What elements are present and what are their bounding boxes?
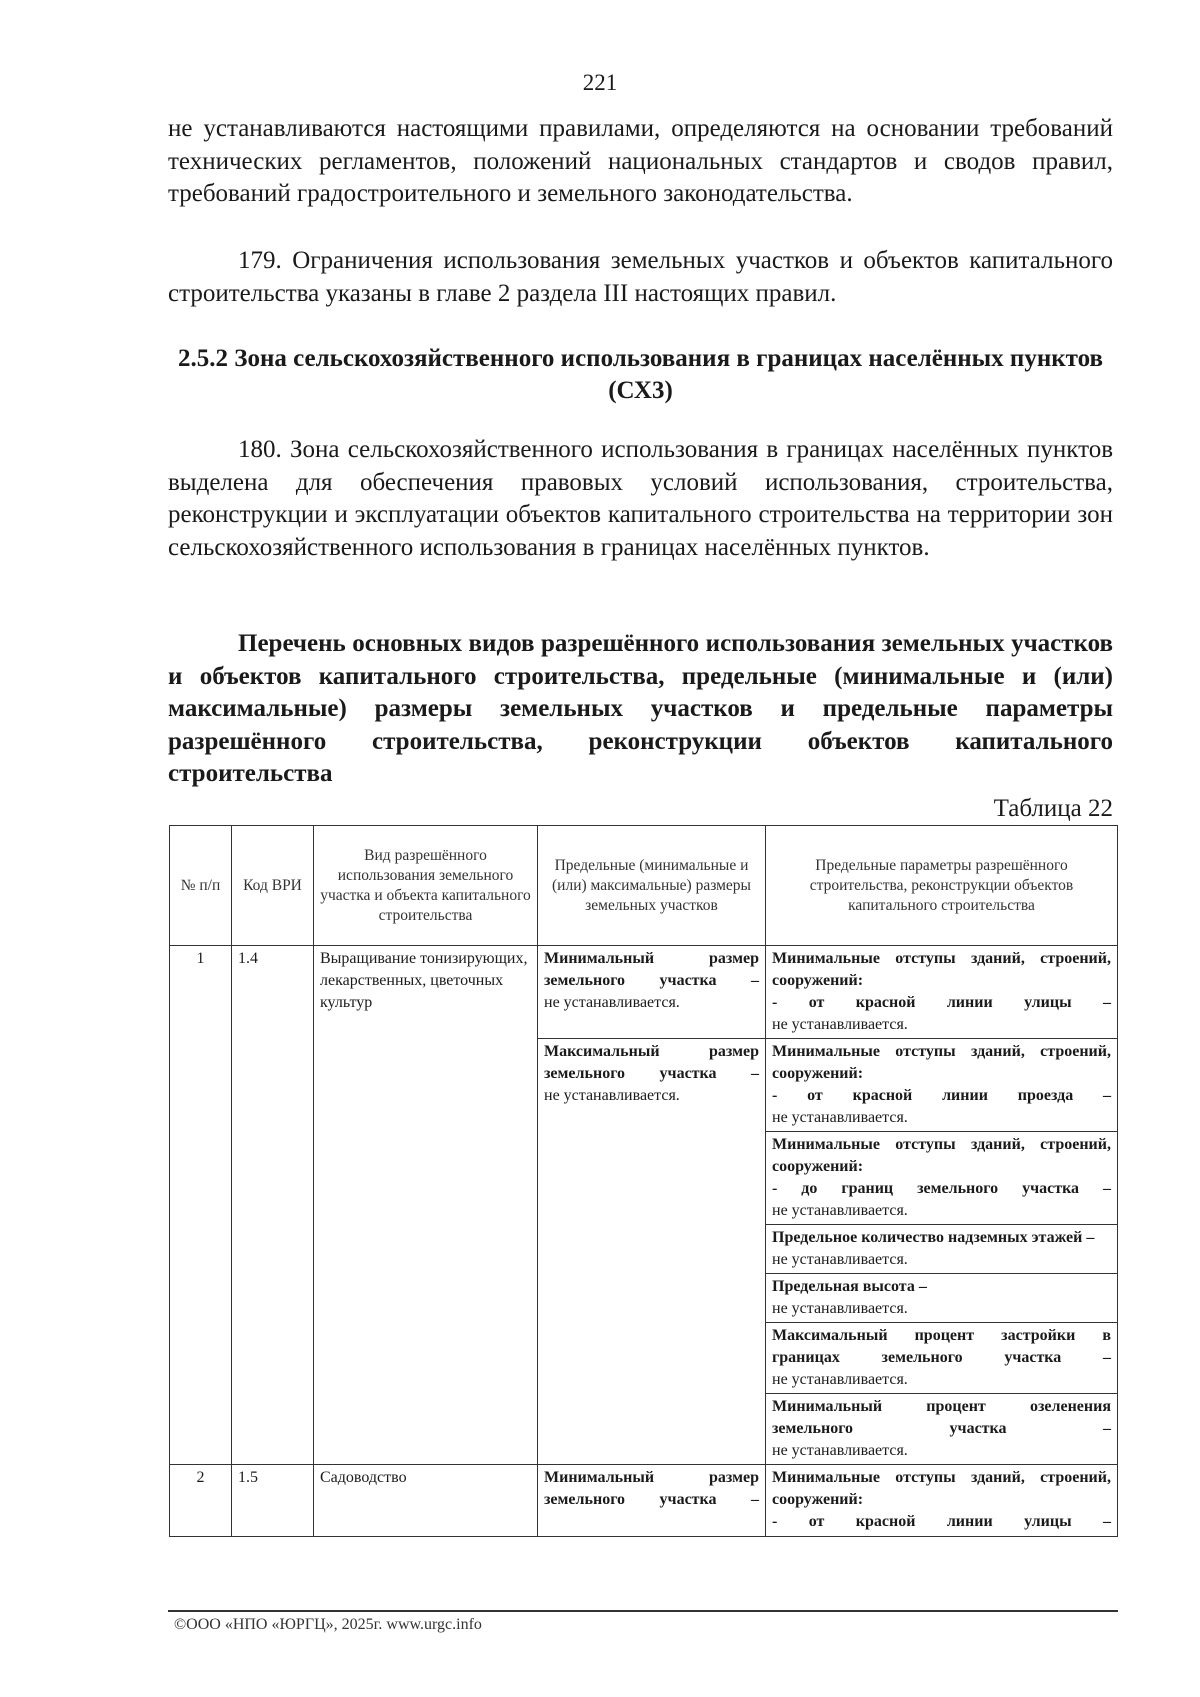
section-heading: 2.5.2 Зона сельскохозяйственного использования в границах населённых пунктов (СХ3) [178,345,1103,404]
param-value: не устанавливается. [772,1016,908,1033]
size-cell [538,946,766,1039]
param-cell [766,1039,1118,1132]
paragraph-180: 180. Зона сельскохозяйственного использования в границах населённых пунктов выделена для обеспечения правовых условий использования, строительства, реконструкции и эксплуатации объектов капитального строительства на территории зон сельскохозяйственного использования в границах населённых пунктов. [168,436,1113,561]
table-header-row [170,826,1118,946]
param-cell [766,1274,1118,1323]
header-params: Предельные параметры разрешённого строительства, реконструкции объектов капитального строительства [766,826,1118,946]
param-detail: - до границ земельного участка – [772,1180,1111,1197]
table-row [170,1465,1118,1537]
table-row [170,946,1118,1039]
param-value: не устанавливается. [772,1251,908,1268]
row-code: 1.5 [232,1465,314,1537]
paragraph-179: 179. Ограничения использования земельных участков и объектов капитального строительства указаны в главе 2 раздела III настоящих правил. [168,247,1113,307]
param-value: не устанавливается. [772,1202,908,1219]
param-value: не устанавливается. [772,1371,908,1388]
page-number: 221 [582,70,618,95]
paragraph-continuation: не устанавливаются настоящими правилами, определяются на основании требований технических регламентов, положений национальных стандартов и сводов правил, требований градостроительного и земельного законодательства. [168,115,1113,207]
param-label: Максимальный процент застройки в границах земельного участка – [772,1327,1111,1366]
row-use: Садоводство [314,1465,538,1537]
size-cell [538,1465,766,1537]
footer-divider [168,1610,1118,1612]
row-code: 1.4 [232,946,314,1465]
size-value: не устанавливается. [544,994,680,1011]
param-label: Минимальные отступы зданий, строений, сооружений: [772,950,1111,989]
param-detail: - от красной линии проезда – [772,1087,1111,1104]
param-cell [766,1132,1118,1225]
size-label: Минимальный размер земельного участка – [544,1469,759,1508]
row-num: 2 [170,1465,232,1537]
param-cell [766,1323,1118,1394]
header-code: Код ВРИ [232,826,314,946]
table-label: Таблица 22 [993,795,1113,822]
param-label: Минимальные отступы зданий, строений, сооружений: [772,1043,1111,1082]
param-value: не устанавливается. [772,1442,908,1459]
row-use: Выращивание тонизирующих, лекарственных, цветочных культур [314,946,538,1465]
size-label: Максимальный размер земельного участка – [544,1043,759,1082]
param-label: Минимальный процент озеленения земельного участка – [772,1398,1111,1437]
permitted-use-table [169,825,1118,1537]
param-detail: - от красной линии улицы – [772,994,1111,1011]
param-label: Предельная высота – [772,1278,927,1295]
size-label: Минимальный размер земельного участка – [544,950,759,989]
row-num: 1 [170,946,232,1465]
table-heading: Перечень основных видов разрешённого использования земельных участков и объектов капитального строительства, предельные (минимальные и (или) максимальные) размеры земельных участков и предельные параметры разрешённого строительства, реконструкции объектов капитального строительства [168,630,1113,787]
param-cell [766,1394,1118,1465]
size-value: не устанавливается. [544,1087,680,1104]
param-value: не устанавливается. [772,1300,908,1317]
param-value: не устанавливается. [772,1109,908,1126]
header-sizes: Предельные (минимальные и (или) максимальные) размеры земельных участков [538,826,766,946]
header-use: Вид разрешённого использования земельного участка и объекта капитального строительства [314,826,538,946]
param-label: Минимальные отступы зданий, строений, сооружений: [772,1469,1111,1508]
param-cell [766,1465,1118,1537]
param-cell [766,1225,1118,1274]
param-label: Минимальные отступы зданий, строений, сооружений: [772,1136,1111,1175]
size-cell [538,1039,766,1465]
header-num: № п/п [170,826,232,946]
param-detail: - от красной линии улицы – [772,1513,1111,1530]
footer-copyright: ©ООО «НПО «ЮРГЦ», 2025г. www.urgc.info [174,1616,482,1633]
param-label: Предельное количество надземных этажей – [772,1229,1095,1246]
param-cell [766,946,1118,1039]
